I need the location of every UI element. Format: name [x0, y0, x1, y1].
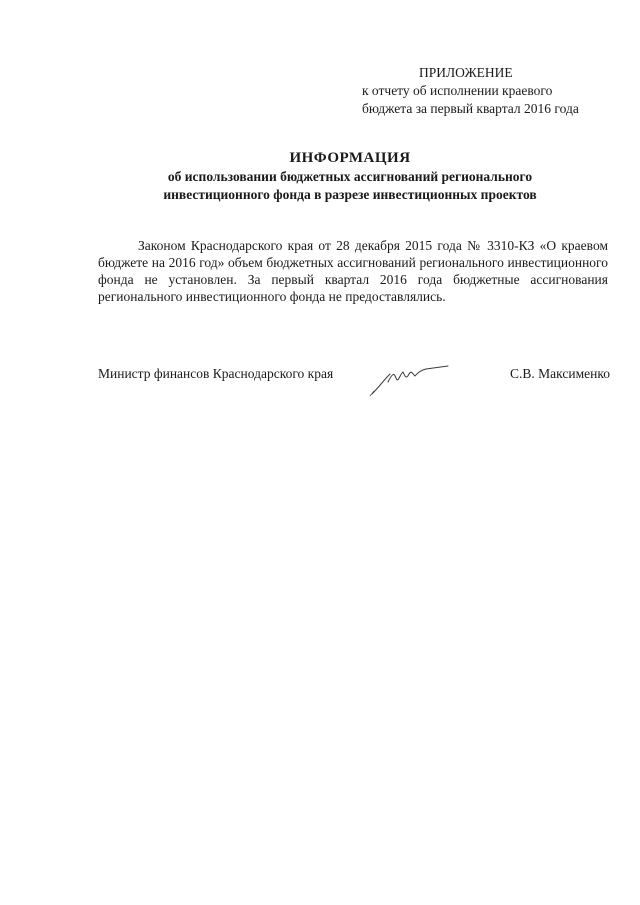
appendix-block — [362, 64, 612, 118]
appendix-line-2: бюджета за первый квартал 2016 года — [362, 101, 579, 116]
handwritten-signature-icon — [368, 360, 458, 398]
heading-subtitle-2: инвестиционного фонда в разрезе инвестиционных проектов — [163, 187, 537, 202]
appendix-title: ПРИЛОЖЕНИЕ — [419, 65, 513, 80]
signature-row — [98, 360, 610, 400]
signatory-position: Министр финансов Краснодарского края — [98, 366, 334, 381]
heading-title: ИНФОРМАЦИЯ — [289, 150, 411, 166]
body-paragraph: Законом Краснодарского края от 28 декабря 2015 года № 3310-КЗ «О краевом бюджете на 2016 год» объем бюджетных ассигнований регионального инвестиционного фонда не установлен. За первый квартал 2016 года бюджетные ассигнования регионального инвестиционного фонда не предоставлялись. — [98, 238, 608, 304]
heading-subtitle-1: об использовании бюджетных ассигнований регионального — [167, 169, 533, 184]
signatory-name: С.В. Максименко — [510, 366, 610, 381]
document-heading — [90, 148, 610, 204]
appendix-line-1: к отчету об исполнении краевого — [362, 83, 553, 98]
